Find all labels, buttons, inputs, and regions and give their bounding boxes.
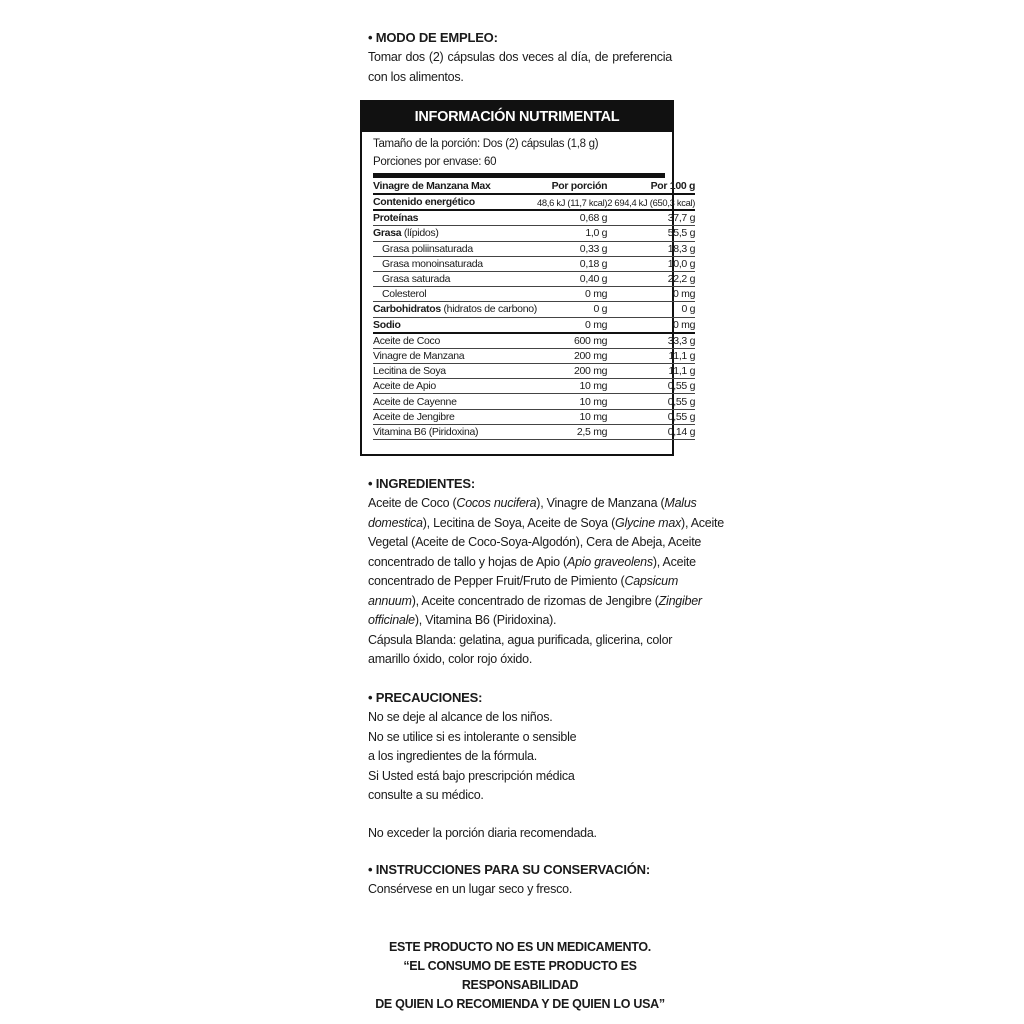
table-row [373, 241, 695, 256]
table-row [373, 379, 695, 394]
precaution-line: Si Usted está bajo prescripción médica [368, 768, 575, 783]
per-100g-value: 0,55 g [607, 394, 695, 409]
nutrient-label: Grasa poliinsaturada [382, 242, 473, 255]
serving-size: Tamaño de la porción: Dos (2) cápsulas (1,8 g) [373, 138, 599, 150]
nutrient-label: Grasa [373, 227, 402, 240]
nutrient-name [373, 287, 537, 302]
ingredients-line [368, 650, 672, 670]
ingredients-segment: concentrado de Pepper Fruit/Fruto de Pimiento ( [368, 574, 625, 588]
storage-title: • INSTRUCCIONES PARA SU CONSERVACIÓN: [368, 862, 650, 877]
nutrient-name [373, 348, 537, 363]
per-serving-value: 0,33 g [537, 241, 607, 256]
nutrient-name [373, 394, 537, 409]
table-header-row [373, 178, 695, 194]
ingredients-segment: ), Vinagre de Manzana ( [536, 496, 665, 510]
ingredients-segment: Aceite de Coco ( [368, 496, 457, 510]
disclaimer-line: “EL CONSUMO DE ESTE PRODUCTO ES RESPONSABILIDAD [403, 959, 637, 992]
ingredients-line [368, 533, 702, 553]
usage-line: Tomar dos (2) cápsulas dos veces al día, de preferencia [368, 50, 672, 64]
ingredients-segment: concentrado de tallo y hojas de Apio ( [368, 554, 567, 569]
usage-line: con los alimentos. [368, 69, 464, 84]
per-serving-value: 200 mg [537, 364, 607, 379]
precautions-title: • PRECAUCIONES: [368, 690, 483, 705]
nutrient-label: Colesterol [382, 288, 427, 301]
storage-section [360, 862, 672, 900]
scientific-name: annuum [368, 593, 412, 608]
ingredients-section [360, 476, 724, 670]
nutrient-label: Grasa saturada [382, 273, 451, 286]
per-serving-value: 0 mg [537, 287, 607, 302]
ingredients-title: • INGREDIENTES: [368, 476, 476, 491]
scientific-name: Glycine max [615, 515, 682, 530]
per-100g-value: 11,1 g [607, 364, 695, 379]
nutrient-label: Vitamina B6 (Piridoxina) [373, 425, 479, 438]
precaution-line: a los ingredientes de la fórmula. [368, 749, 537, 763]
scientific-name: Capsicum [624, 574, 679, 588]
ingredients-line [368, 553, 696, 573]
table-row [373, 364, 695, 379]
storage-text: Consérvese en un lugar seco y fresco. [368, 882, 573, 896]
per-100g-value: 0 mg [607, 287, 695, 302]
per-100g-value: 0,55 g [607, 409, 695, 424]
per-100g-value: 37,7 g [607, 210, 695, 226]
table-row [373, 271, 695, 286]
servings-per-container: Porciones por envase: 60 [373, 156, 497, 168]
nutrient-label: Aceite de Cayenne [373, 395, 457, 408]
nutrient-label: Aceite de Jengibre [373, 410, 455, 423]
ingredients-line [368, 572, 679, 592]
per-100g-value: 22,2 g [607, 271, 695, 286]
per-100g-value: 0 g [607, 302, 695, 317]
scientific-name: Zingiber [658, 593, 702, 608]
nutrient-note: (hidratos de carbono) [440, 303, 537, 316]
per-serving-value: 1,0 g [537, 226, 607, 241]
nutrition-facts-panel [360, 100, 696, 456]
ingredients-segment: ), Aceite [681, 515, 724, 530]
energy-per-serving: 48,6 kJ (11,7 kcal) [537, 194, 607, 210]
scientific-name: domestica [368, 515, 423, 530]
precaution-daily-limit: No exceder la porción diaria recomendada. [368, 825, 597, 840]
table-row [373, 424, 695, 439]
nutrient-label: Carbohidratos [373, 303, 441, 316]
ingredients-segment: ), Vitamina B6 (Piridoxina). [414, 613, 557, 627]
nutrient-label: Proteínas [373, 212, 419, 225]
table-row [373, 287, 695, 302]
per-100g-value: 0,14 g [607, 424, 695, 439]
per-100g-value: 11,1 g [607, 348, 695, 363]
per-serving-value: 0,18 g [537, 256, 607, 271]
ingredients-line [368, 494, 697, 514]
table-row [373, 333, 695, 349]
nutrient-label: Grasa monoinsaturada [382, 257, 483, 270]
ingredients-segment: ), Lecitina de Soya, Aceite de Soya ( [422, 515, 615, 530]
header-per-serving: Por porción [537, 178, 607, 194]
disclaimer-line: DE QUIEN LO RECOMIENDA Y DE QUIEN LO USA” [375, 997, 665, 1011]
ingredients-line [368, 611, 672, 631]
per-serving-value: 0,40 g [537, 271, 607, 286]
per-serving-value: 600 mg [537, 333, 607, 349]
nutrition-title: INFORMACIÓN NUTRIMENTAL [362, 102, 672, 132]
per-serving-value: 2,5 mg [537, 424, 607, 439]
ingredients-line [368, 592, 702, 612]
nutrient-name [373, 256, 537, 271]
nutrient-name [373, 364, 537, 379]
nutrient-name [373, 241, 537, 256]
ingredients-segment: ), Aceite concentrado de rizomas de Jengibre ( [411, 593, 659, 608]
ingredients-segment: Vegetal (Aceite de Coco-Soya-Algodón), Cera de Abeja, Aceite [368, 535, 702, 549]
nutrient-name [373, 379, 537, 394]
ingredients-segment: amarillo óxido, color rojo óxido. [368, 652, 533, 666]
per-serving-value: 10 mg [537, 394, 607, 409]
table-row [373, 226, 695, 241]
header-product: Vinagre de Manzana Max [373, 178, 537, 194]
nutrient-name [373, 409, 537, 424]
nutrient-note: (lípidos) [401, 227, 439, 240]
precautions-section [360, 690, 672, 843]
ingredients-segment: ), Aceite [652, 554, 696, 569]
ingredients-text [368, 494, 724, 670]
scientific-name: Malus [664, 496, 697, 510]
nutrient-name [373, 424, 537, 439]
per-100g-value: 33,3 g [607, 333, 695, 349]
table-row [373, 256, 695, 271]
nutrient-name [373, 210, 537, 226]
table-row [373, 348, 695, 363]
nutrient-label: Aceite de Coco [373, 334, 441, 347]
ingredients-segment: Cápsula Blanda: gelatina, agua purificada, glicerina, color [368, 632, 673, 647]
energy-row [373, 194, 695, 210]
scientific-name: Cocos nucifera [456, 496, 537, 510]
table-row [373, 317, 695, 333]
table-row [373, 210, 695, 226]
precaution-line: No se utilice si es intolerante o sensible [368, 729, 577, 744]
usage-text [368, 48, 672, 87]
disclaimer-line: ESTE PRODUCTO NO ES UN MEDICAMENTO. [389, 940, 651, 954]
usage-title: • MODO DE EMPLEO: [368, 30, 498, 45]
scientific-name: Apio graveolens [566, 554, 653, 569]
table-row [373, 409, 695, 424]
disclaimer [360, 938, 680, 1014]
energy-label: Contenido energético [373, 194, 537, 210]
nutrition-table [373, 178, 695, 440]
per-100g-value: 0,55 g [607, 379, 695, 394]
per-serving-value: 0 mg [537, 317, 607, 333]
nutrient-label: Aceite de Apio [373, 380, 436, 393]
nutrient-name [373, 271, 537, 286]
ingredients-line [368, 631, 672, 651]
nutrient-name [373, 317, 537, 333]
nutrient-label: Vinagre de Manzana [373, 349, 465, 362]
ingredients-line [368, 514, 724, 534]
nutrient-label: Lecitina de Soya [373, 365, 446, 378]
per-serving-value: 10 mg [537, 409, 607, 424]
per-100g-value: 10,0 g [607, 256, 695, 271]
precaution-line: No se deje al alcance de los niños. [368, 710, 553, 724]
precautions-text [368, 708, 672, 843]
per-100g-value: 0 mg [607, 317, 695, 333]
precaution-line: consulte a su médico. [368, 788, 484, 802]
energy-per-100g: 2 694,4 kJ (650,3 kcal) [607, 194, 695, 210]
per-serving-value: 10 mg [537, 379, 607, 394]
per-serving-value: 200 mg [537, 348, 607, 363]
header-per-100g: Por 100 g [607, 178, 695, 194]
nutrient-label: Sodio [373, 318, 401, 331]
per-100g-value: 18,3 g [607, 241, 695, 256]
table-row [373, 394, 695, 409]
per-100g-value: 55,5 g [607, 226, 695, 241]
nutrient-name [373, 302, 537, 317]
table-row [373, 302, 695, 317]
scientific-name: officinale [368, 613, 415, 627]
nutrient-name [373, 333, 537, 349]
usage-section [360, 30, 672, 87]
nutrient-name [373, 226, 537, 241]
per-serving-value: 0 g [537, 302, 607, 317]
per-serving-value: 0,68 g [537, 210, 607, 226]
